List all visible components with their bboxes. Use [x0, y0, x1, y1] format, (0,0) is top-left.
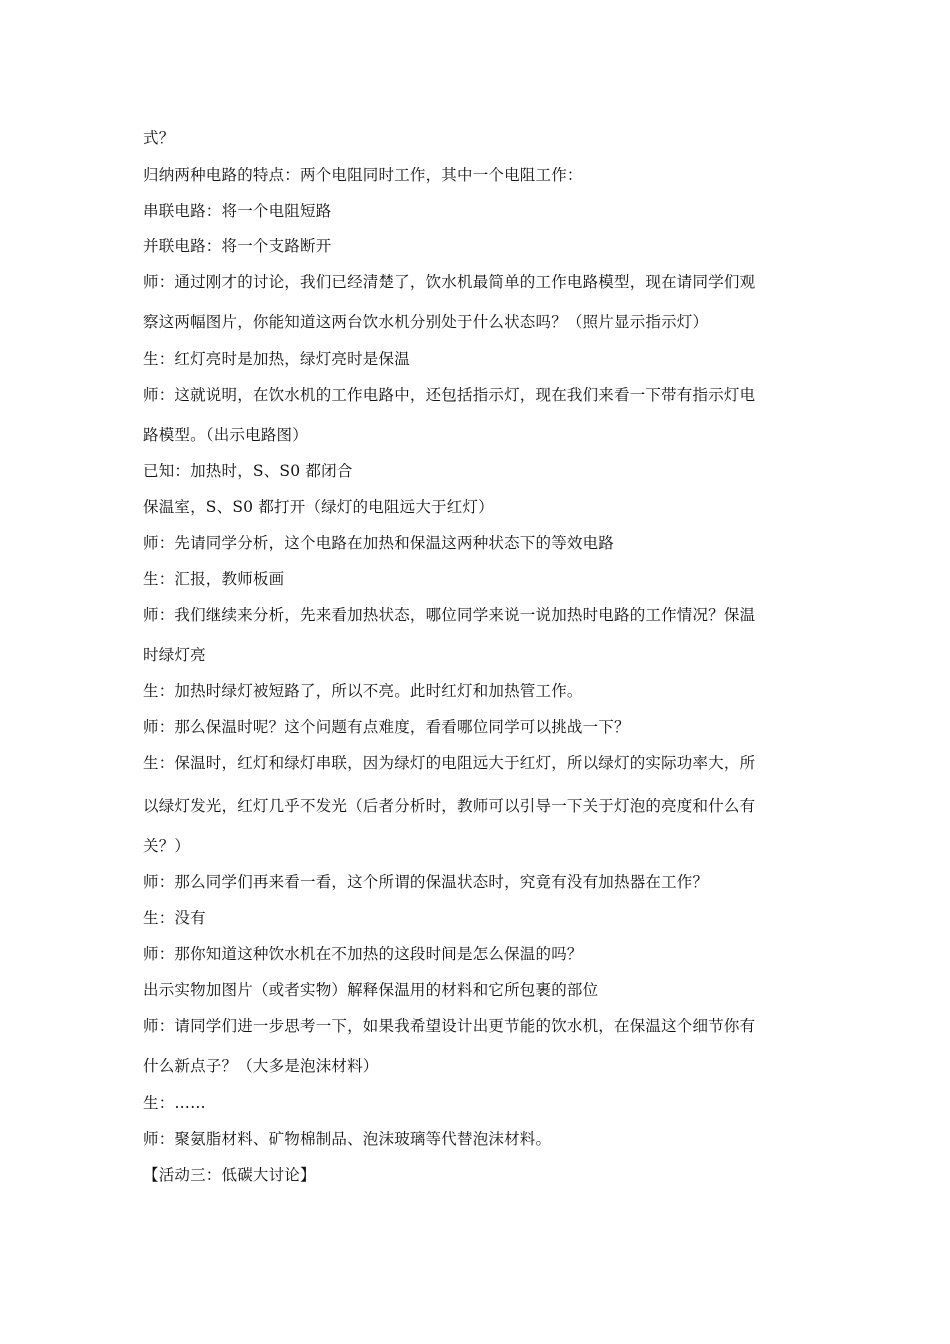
text-line: 以绿灯发光，红灯几乎不发光（后者分析时，教师可以引导一下关于灯泡的亮度和什么有	[143, 797, 756, 815]
text-line: 师：我们继续来分析，先来看加热状态，哪位同学来说一说加热时电路的工作情况？保温	[143, 606, 756, 624]
text-line: 生：红灯亮时是加热，绿灯亮时是保温	[143, 350, 410, 368]
text-line: 生：加热时绿灯被短路了，所以不亮。此时红灯和加热管工作。	[143, 682, 583, 700]
text-line: 【活动三：低碳大讨论】	[143, 1166, 316, 1184]
text-line: 生：汇报，教师板画	[143, 570, 285, 588]
text-line: 生：没有	[143, 909, 206, 927]
text-line: 师：请同学们进一步思考一下，如果我希望设计出更节能的饮水机，在保温这个细节你有	[143, 1017, 756, 1035]
text-line: 师：聚氨脂材料、矿物棉制品、泡沫玻璃等代替泡沫材料。	[143, 1130, 552, 1148]
text-line: 已知：加热时，S、S0 都闭合	[143, 462, 353, 480]
text-line: 并联电路：将一个支路断开	[143, 237, 332, 255]
text-line: 师：那么保温时呢？这个问题有点难度，看看哪位同学可以挑战一下？	[143, 718, 630, 736]
text-line: 式？	[143, 129, 175, 147]
text-line: 归纳两种电路的特点：两个电阻同时工作，其中一个电阻工作：	[143, 166, 583, 184]
text-line: 串联电路：将一个电阻短路	[143, 202, 332, 220]
text-line: 什么新点子？（大多是泡沫材料）	[143, 1057, 379, 1075]
text-line: 师：那么同学们再来看一看，这个所谓的保温状态时，究竟有没有加热器在工作？	[143, 873, 709, 891]
text-line: 师：通过刚才的讨论，我们已经清楚了，饮水机最简单的工作电路模型，现在请同学们观	[143, 273, 756, 291]
text-line: 出示实物加图片（或者实物）解释保温用的材料和它所包裹的部位	[143, 981, 599, 999]
text-line: 时绿灯亮	[143, 646, 206, 664]
text-line: 师：先请同学分析，这个电路在加热和保温这两种状态下的等效电路	[143, 534, 615, 552]
text-line: 关？）	[143, 837, 191, 855]
text-line: 师：那你知道这种饮水机在不加热的这段时间是怎么保温的吗？	[143, 945, 583, 963]
text-line: 生：……	[143, 1094, 206, 1112]
text-line: 生：保温时，红灯和绿灯串联，因为绿灯的电阻远大于红灯，所以绿灯的实际功率大，所	[143, 754, 756, 772]
text-line: 师：这就说明，在饮水机的工作电路中，还包括指示灯，现在我们来看一下带有指示灯电	[143, 386, 756, 404]
text-line: 察这两幅图片，你能知道这两台饮水机分别处于什么状态吗？（照片显示指示灯）	[143, 313, 709, 331]
text-line: 保温室，S、S0 都打开（绿灯的电阻远大于红灯）	[143, 498, 494, 516]
text-line: 路模型。（出示电路图）	[143, 426, 308, 444]
